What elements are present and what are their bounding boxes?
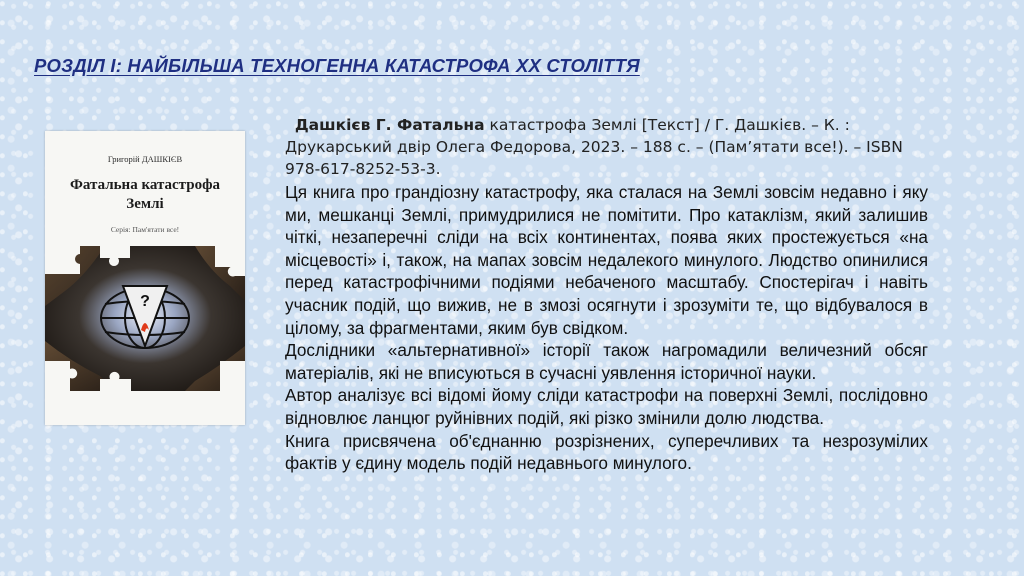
bibliographic-lead: Дашкієв Г. Фатальна bbox=[294, 116, 485, 134]
bibliographic-record bbox=[285, 114, 935, 180]
cover-title bbox=[45, 176, 245, 214]
section-title: РОЗДІЛ І: НАЙБІЛЬША ТЕХНОГЕННА КАТАСТРОФА ХХ СТОЛІТТЯ bbox=[34, 55, 640, 76]
paragraph: Автор аналізує всі відомі йому сліди катастрофи на поверхні Землі, послідовно відновлює ланцюг руйнівних подій, які різко змінили долю людства. bbox=[285, 385, 928, 428]
book-cover bbox=[45, 131, 245, 425]
paragraph: Книга присвячена об'єднанню розрізнених, суперечливих та незрозумілих фактів у єдину модель подій недавнього минулого. bbox=[285, 430, 928, 474]
cover-author: Григорій ДАШКІЄВ bbox=[107, 154, 183, 164]
paragraph: Дослідники «альтернативної» історії також нагромадили величезний обсяг матеріалів, які не вписуються в сучасні уявлення історичної науки. bbox=[285, 340, 928, 383]
bibliographic-details: катастрофа Землі [Текст] / Г. Дашкієв. – К. : Друкарський двір Олега Федорова, 2023. – 188 с. – (Пам’ятати все!). – ISBN 978-617-8252-53-3. bbox=[285, 116, 903, 178]
cover-title-line2: Землі bbox=[126, 196, 164, 212]
cover-illustration bbox=[45, 246, 245, 391]
cover-series: Серія: Пам'ятати все! bbox=[110, 225, 180, 234]
svg-text:?: ? bbox=[140, 293, 150, 310]
cover-title-line1: Фатальна катастрофа bbox=[70, 177, 220, 193]
paragraph: Ця книга про грандіозну катастрофу, яка сталася на Землі зовсім недавно і яку ми, мешканці Землі, примудрилися не помітити. Про катаклізм, який залишив чіткі, незаперечні сліди на всіх континентах, поява яких простежується «на місцевості» і, також, на мапах зовсім недалекого минулого. Людство опинилися перед катастрофічними подіями небаченого масштабу. Спостерігач і навіть учасник подій, що вижив, не в змозі осягнути і зрозуміти те, що відбувалося в цілому, за фрагментами, яким був свідком. bbox=[285, 182, 928, 338]
annotation-text bbox=[285, 181, 928, 475]
